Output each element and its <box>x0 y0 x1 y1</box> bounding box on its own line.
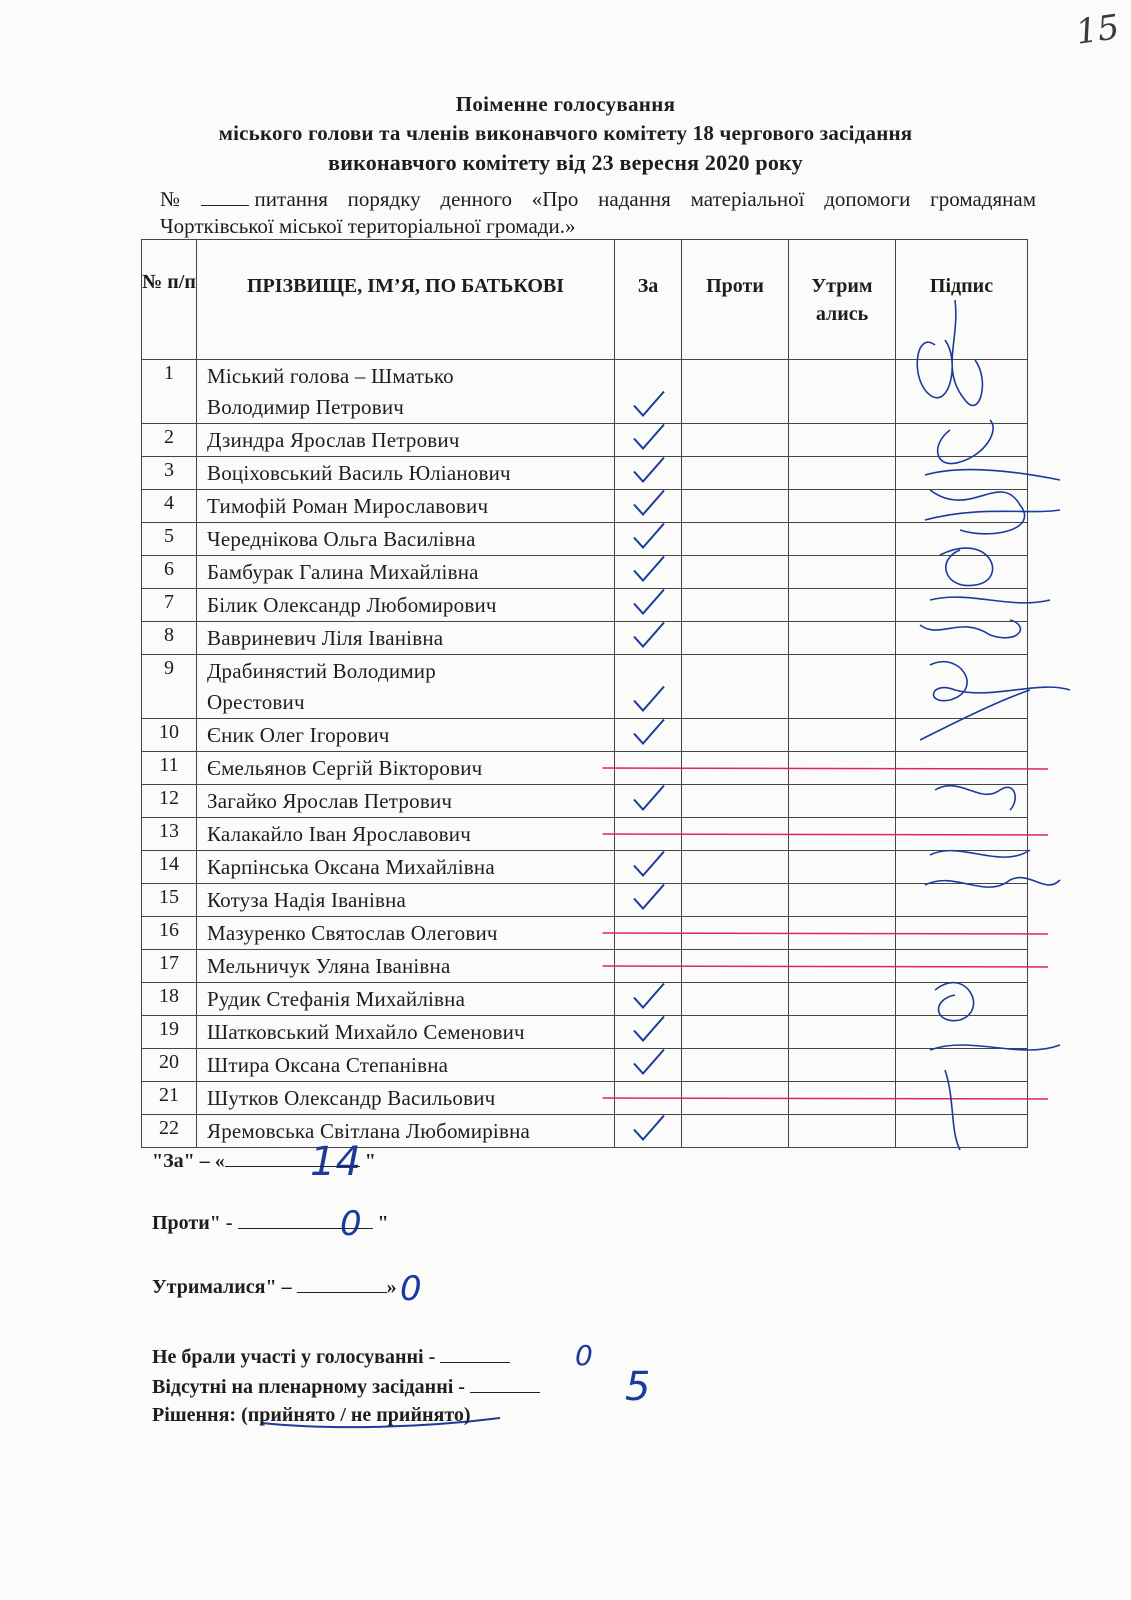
member-name: Білик Олександр Любомирович <box>197 589 615 622</box>
table-row <box>142 950 1028 983</box>
cell-abstained <box>789 523 896 556</box>
cell-signature <box>896 360 1028 424</box>
cell-signature <box>896 622 1028 655</box>
cell-against <box>682 655 789 719</box>
table-row <box>142 457 1028 490</box>
document-title <box>0 90 1131 177</box>
row-number: 17 <box>142 950 197 983</box>
cell-against <box>682 556 789 589</box>
agenda-item <box>160 186 1036 240</box>
row-number: 9 <box>142 655 197 719</box>
row-number: 10 <box>142 719 197 752</box>
cell-abstained <box>789 983 896 1016</box>
summary-abstained <box>152 1276 397 1299</box>
summary-absent-label: Відсутні на пленарному засіданні - <box>152 1376 465 1398</box>
cell-signature <box>896 785 1028 818</box>
row-number: 18 <box>142 983 197 1016</box>
cell-signature <box>896 851 1028 884</box>
member-name: Бамбурак Галина Михайлівна <box>197 556 615 589</box>
table-row <box>142 1082 1028 1115</box>
header-name: ПРІЗВИЩЕ, ІМ’Я, ПО БАТЬКОВІ <box>197 240 615 360</box>
cell-for <box>615 1049 682 1082</box>
member-name: Тимофій Роман Мирославович <box>197 490 615 523</box>
cell-abstained <box>789 622 896 655</box>
cell-signature <box>896 1115 1028 1148</box>
member-name: Шутков Олександр Васильович <box>197 1082 615 1115</box>
table-row <box>142 556 1028 589</box>
cell-for <box>615 655 682 719</box>
decision-label: Рішення: <box>152 1404 237 1426</box>
cell-for <box>615 983 682 1016</box>
row-number: 14 <box>142 851 197 884</box>
row-number: 13 <box>142 818 197 851</box>
row-number: 12 <box>142 785 197 818</box>
title-line-3: виконавчого комітету від 23 вересня 2020 року <box>328 150 803 175</box>
cell-against <box>682 490 789 523</box>
summary-for-label: "За" – « <box>152 1150 225 1172</box>
summary-absent-line <box>470 1392 540 1393</box>
cell-abstained <box>789 424 896 457</box>
cell-against <box>682 917 789 950</box>
cell-signature <box>896 752 1028 785</box>
table-row <box>142 655 1028 719</box>
cell-abstained <box>789 818 896 851</box>
cell-against <box>682 818 789 851</box>
cell-for <box>615 1082 682 1115</box>
row-number: 19 <box>142 1016 197 1049</box>
cell-for <box>615 1115 682 1148</box>
cell-for <box>615 556 682 589</box>
summary-for-line <box>225 1166 360 1167</box>
page-number: 15 <box>1073 7 1122 53</box>
table-row <box>142 884 1028 917</box>
cell-for <box>615 950 682 983</box>
cell-abstained <box>789 1082 896 1115</box>
row-number: 21 <box>142 1082 197 1115</box>
member-name: Драбинястий Володимир Орестович <box>197 655 615 719</box>
cell-signature <box>896 490 1028 523</box>
cell-against <box>682 589 789 622</box>
cell-signature <box>896 556 1028 589</box>
table-row <box>142 622 1028 655</box>
cell-for <box>615 785 682 818</box>
cell-signature <box>896 884 1028 917</box>
member-name: Загайко Ярослав Петрович <box>197 785 615 818</box>
cell-against <box>682 1082 789 1115</box>
row-number: 20 <box>142 1049 197 1082</box>
cell-signature <box>896 1082 1028 1115</box>
cell-for <box>615 752 682 785</box>
member-name: Шатковський Михайло Семенович <box>197 1016 615 1049</box>
member-name: Воціховський Василь Юліанович <box>197 457 615 490</box>
row-number: 15 <box>142 884 197 917</box>
summary-for <box>152 1150 376 1173</box>
header-signature: Підпис <box>896 240 1028 360</box>
cell-for <box>615 851 682 884</box>
cell-abstained <box>789 490 896 523</box>
member-name: Котуза Надія Іванівна <box>197 884 615 917</box>
cell-abstained <box>789 655 896 719</box>
cell-against <box>682 1016 789 1049</box>
row-number: 11 <box>142 752 197 785</box>
cell-abstained <box>789 950 896 983</box>
table-row <box>142 490 1028 523</box>
cell-abstained <box>789 457 896 490</box>
handwritten-abstained-count: 0 <box>400 1269 422 1309</box>
table-row <box>142 589 1028 622</box>
summary-not-voting-label: Не брали участі у голосуванні - <box>152 1346 436 1368</box>
cell-abstained <box>789 752 896 785</box>
cell-abstained <box>789 589 896 622</box>
table-row <box>142 752 1028 785</box>
cell-abstained <box>789 1049 896 1082</box>
table-row <box>142 1016 1028 1049</box>
cell-for <box>615 917 682 950</box>
row-number: 8 <box>142 622 197 655</box>
cell-against <box>682 752 789 785</box>
table-row <box>142 818 1028 851</box>
header-against: Проти <box>682 240 789 360</box>
cell-signature <box>896 950 1028 983</box>
cell-against <box>682 851 789 884</box>
cell-against <box>682 719 789 752</box>
summary-for-suffix: " <box>364 1150 376 1172</box>
cell-signature <box>896 457 1028 490</box>
table-row <box>142 360 1028 424</box>
cell-abstained <box>789 851 896 884</box>
header-abstained: Утрим ались <box>789 240 896 360</box>
cell-against <box>682 1049 789 1082</box>
cell-against <box>682 950 789 983</box>
handwritten-absent-count: 5 <box>625 1364 651 1410</box>
cell-for <box>615 490 682 523</box>
cell-against <box>682 1115 789 1148</box>
cell-for <box>615 884 682 917</box>
summary-against-label: Проти" - <box>152 1212 233 1234</box>
summary-abstained-suffix: » <box>386 1276 397 1298</box>
handwritten-not-voting-count: 0 <box>575 1339 593 1372</box>
header-for: За <box>615 240 682 360</box>
cell-against <box>682 884 789 917</box>
table-row <box>142 851 1028 884</box>
row-number: 2 <box>142 424 197 457</box>
member-name: Череднікова Ольга Василівна <box>197 523 615 556</box>
cell-signature <box>896 655 1028 719</box>
cell-for <box>615 719 682 752</box>
handwritten-against-count: 0 <box>340 1204 362 1244</box>
table-row <box>142 1049 1028 1082</box>
summary-abstained-line <box>297 1292 387 1293</box>
header-num: № п/п <box>142 240 197 360</box>
member-name: Карпінська Оксана Михайлівна <box>197 851 615 884</box>
cell-for <box>615 818 682 851</box>
table-row <box>142 1115 1028 1148</box>
decision-options: (прийнято / не прийнято) <box>241 1404 471 1426</box>
cell-abstained <box>789 360 896 424</box>
table-row <box>142 424 1028 457</box>
member-name: Яремовська Світлана Любомирівна <box>197 1115 615 1148</box>
row-number: 6 <box>142 556 197 589</box>
member-name: Мазуренко Святослав Олегович <box>197 917 615 950</box>
cell-signature <box>896 983 1028 1016</box>
row-number: 22 <box>142 1115 197 1148</box>
cell-abstained <box>789 556 896 589</box>
cell-for <box>615 1016 682 1049</box>
agenda-text: питання порядку денного «Про надання матеріальної допомоги громадянам Чортківської міської територіальної громади.» <box>160 187 1037 238</box>
member-name: Штира Оксана Степанівна <box>197 1049 615 1082</box>
agenda-number-blank <box>201 205 249 206</box>
summary-absent <box>152 1376 540 1399</box>
table-row <box>142 785 1028 818</box>
summary-decision <box>152 1404 471 1427</box>
summary-not-voting <box>152 1346 510 1369</box>
cell-signature <box>896 1049 1028 1082</box>
cell-abstained <box>789 884 896 917</box>
row-number: 1 <box>142 360 197 424</box>
cell-signature <box>896 917 1028 950</box>
summary-not-voting-line <box>440 1362 510 1363</box>
cell-for <box>615 523 682 556</box>
summary-abstained-label: Утрималися" – <box>152 1276 292 1298</box>
cell-for <box>615 589 682 622</box>
agenda-number-sign: № <box>160 187 195 211</box>
voting-table <box>141 239 1028 1148</box>
summary-against-suffix: " <box>377 1212 389 1234</box>
member-name: Мельничук Уляна Іванівна <box>197 950 615 983</box>
cell-signature <box>896 523 1028 556</box>
cell-signature <box>896 818 1028 851</box>
cell-against <box>682 424 789 457</box>
row-number: 4 <box>142 490 197 523</box>
cell-for <box>615 360 682 424</box>
member-name: Дзиндра Ярослав Петрович <box>197 424 615 457</box>
cell-abstained <box>789 917 896 950</box>
member-name: Вавриневич Ліля Іванівна <box>197 622 615 655</box>
cell-against <box>682 785 789 818</box>
cell-for <box>615 457 682 490</box>
title-line-1: Поіменне голосування <box>455 92 676 116</box>
cell-for <box>615 424 682 457</box>
cell-signature <box>896 1016 1028 1049</box>
handwritten-for-count: 14 <box>310 1139 361 1185</box>
member-name: Рудик Стефанія Михайлівна <box>197 983 615 1016</box>
cell-against <box>682 523 789 556</box>
cell-signature <box>896 424 1028 457</box>
cell-for <box>615 622 682 655</box>
cell-signature <box>896 719 1028 752</box>
table-row <box>142 719 1028 752</box>
cell-against <box>682 457 789 490</box>
row-number: 16 <box>142 917 197 950</box>
cell-against <box>682 622 789 655</box>
table-header-row <box>142 240 1028 360</box>
summary-against-line <box>238 1228 373 1229</box>
cell-against <box>682 983 789 1016</box>
row-number: 5 <box>142 523 197 556</box>
summary-against <box>152 1212 389 1235</box>
cell-abstained <box>789 785 896 818</box>
title-line-2: міського голови та членів виконавчого комітету 18 чергового засідання <box>218 121 913 145</box>
row-number: 3 <box>142 457 197 490</box>
table-row <box>142 983 1028 1016</box>
cell-abstained <box>789 1115 896 1148</box>
member-name: Єник Олег Ігорович <box>197 719 615 752</box>
cell-against <box>682 360 789 424</box>
cell-signature <box>896 589 1028 622</box>
cell-abstained <box>789 719 896 752</box>
member-name: Калакайло Іван Ярославович <box>197 818 615 851</box>
table-row <box>142 523 1028 556</box>
table-row <box>142 917 1028 950</box>
member-name: Міський голова – Шматько Володимир Петрович <box>197 360 615 424</box>
row-number: 7 <box>142 589 197 622</box>
cell-abstained <box>789 1016 896 1049</box>
member-name: Ємельянов Сергій Вікторович <box>197 752 615 785</box>
